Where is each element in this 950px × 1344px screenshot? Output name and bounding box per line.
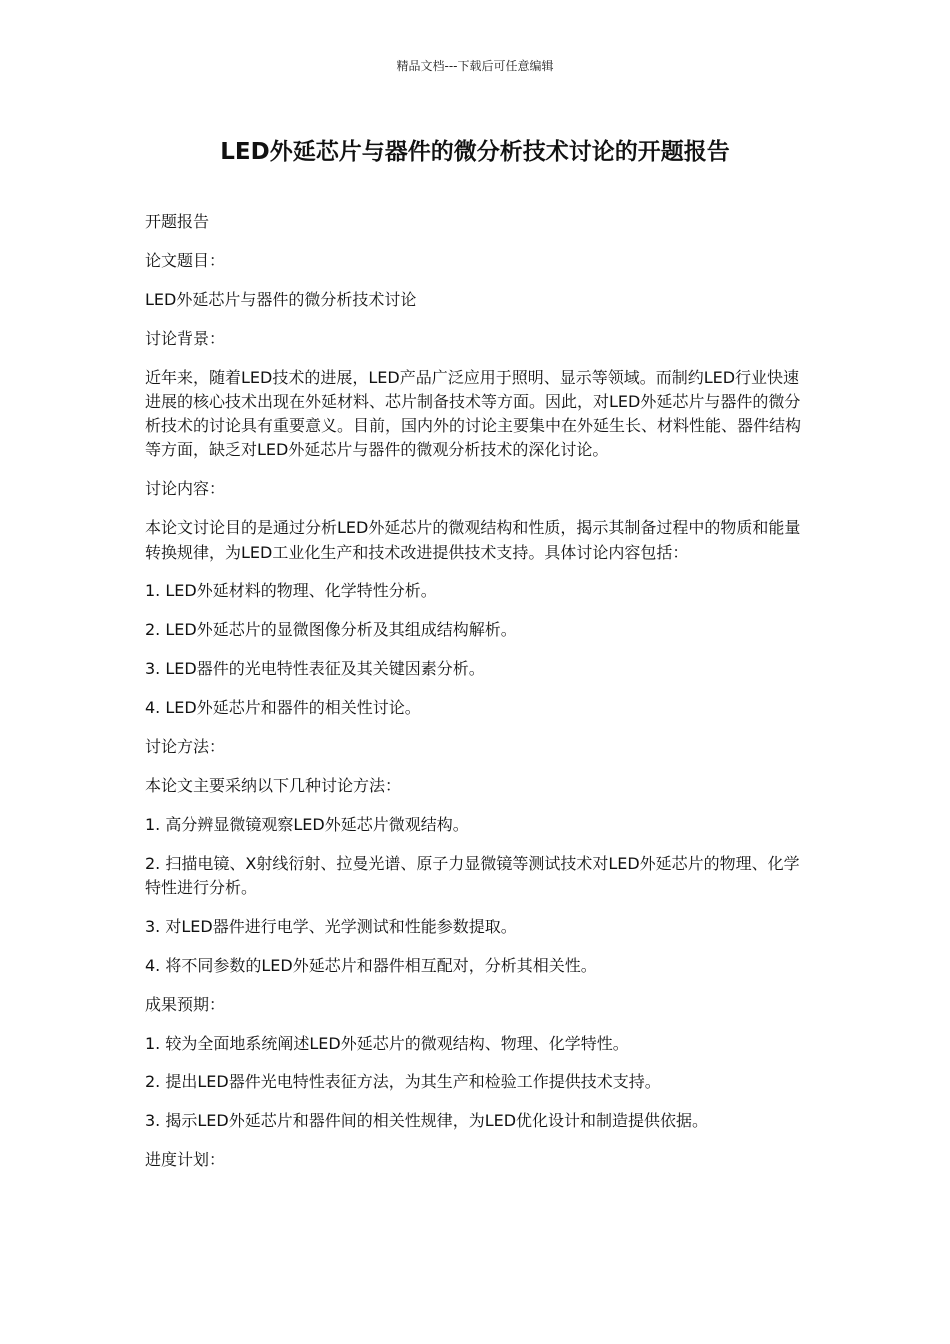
section-label-thesis-title: 论文题目： xyxy=(145,250,226,270)
content-item-4: 4. LED外延芯片和器件的相关性讨论。 xyxy=(145,698,421,718)
method-paragraph: 本论文主要采纳以下几种讨论方法： xyxy=(145,775,402,795)
section-label-method: 讨论方法： xyxy=(145,736,226,756)
result-item-3: 3. 揭示LED外延芯片和器件间的相关性规律，为LED优化设计和制造提供依据。 xyxy=(145,1111,709,1131)
section-label-content: 讨论内容： xyxy=(145,479,226,499)
result-item-1: 1. 较为全面地系统阐述LED外延芯片的微观结构、物理、化学特性。 xyxy=(145,1033,629,1053)
result-item-2: 2. 提出LED器件光电特性表征方法，为其生产和检验工作提供技术支持。 xyxy=(145,1072,661,1092)
background-paragraph: 近年来，随着LED技术的进展，LED产品广泛应用于照明、显示等领域。而制约LED行业快速进展的核心技术出现在外延材料、芯片制备技术等方面。因此，对LED外延芯片与器件的微分析技术的讨论具有重要意义。目前，国内外的讨论主要集中在外延生长、材料性能、器件结构等方面，缺乏对LED外延芯片与器件的微观分析技术的深化讨论。 xyxy=(145,367,802,460)
method-item-3: 3. 对LED器件进行电学、光学测试和性能参数提取。 xyxy=(145,916,517,936)
content-paragraph: 本论文讨论目的是通过分析LED外延芯片的微观结构和性质，揭示其制备过程中的物质和能量转换规律，为LED工业化生产和技术改进提供技术支持。具体讨论内容包括： xyxy=(145,518,801,562)
method-item-2: 2. 扫描电镜、X射线衍射、拉曼光谱、原子力显微镜等测试技术对LED外延芯片的物理、化学特性进行分析。 xyxy=(145,853,800,897)
thesis-title-text: LED外延芯片与器件的微分析技术讨论 xyxy=(145,289,417,309)
method-item-4: 4. 将不同参数的LED外延芯片和器件相互配对，分析其相关性。 xyxy=(145,955,597,975)
section-label-schedule: 进度计划： xyxy=(145,1150,226,1170)
content-item-3: 3. LED器件的光电特性表征及其关键因素分析。 xyxy=(145,659,485,679)
section-label-expected-results: 成果预期： xyxy=(145,994,226,1014)
content-item-1: 1. LED外延材料的物理、化学特性分析。 xyxy=(145,581,437,601)
method-item-1: 1. 高分辨显微镜观察LED外延芯片微观结构。 xyxy=(145,814,469,834)
content-item-2: 2. LED外延芯片的显微图像分析及其组成结构解析。 xyxy=(145,620,517,640)
header-note: 精品文档---下载后可任意编辑 xyxy=(396,59,554,73)
section-label-report: 开题报告 xyxy=(145,212,210,231)
section-label-background: 讨论背景： xyxy=(145,328,226,348)
document-body xyxy=(145,210,807,1187)
document-title: LED外延芯片与器件的微分析技术讨论的开题报告 xyxy=(220,139,730,165)
